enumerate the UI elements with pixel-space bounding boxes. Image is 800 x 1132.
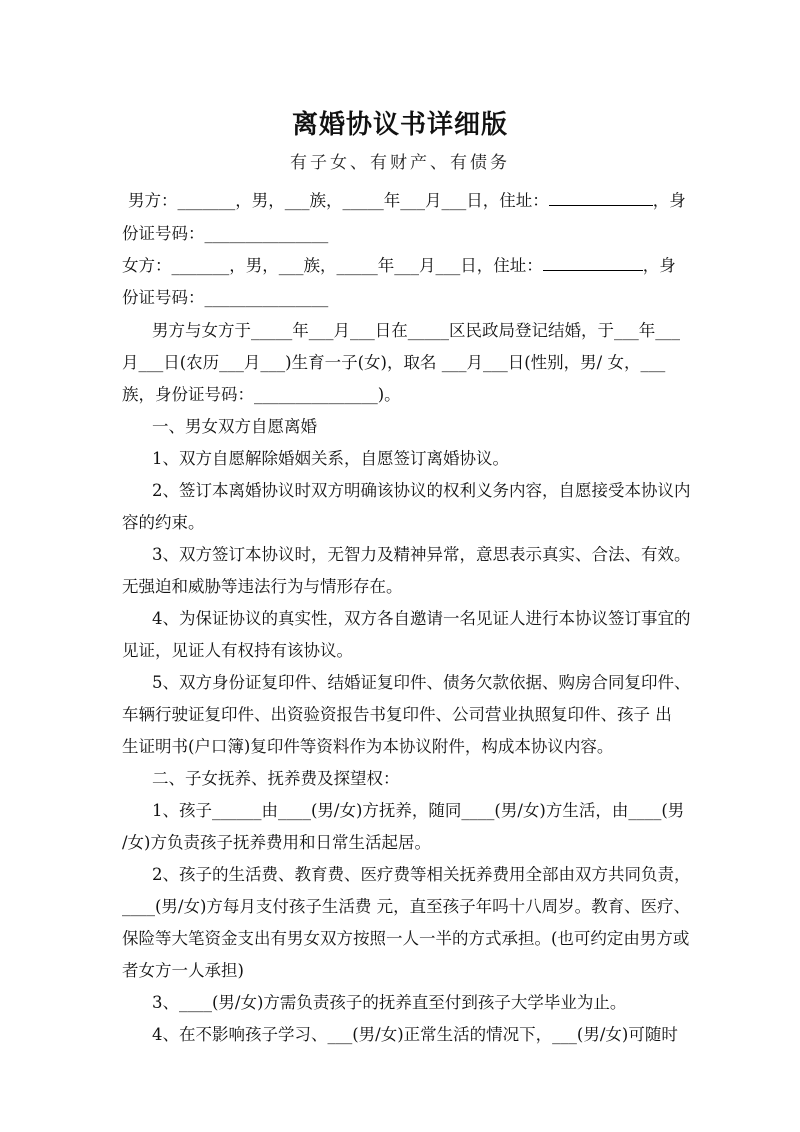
clause-2-4-line-1: 4、在不影响孩子学习、___(男/女)正常生活的情况下，___(男/女)可随时 [152, 1025, 678, 1044]
clause-1-5-line-2: 车辆行驶证复印件、出资验资报告书复印件、公司营业执照复印件、孩子 出 [122, 705, 672, 724]
section-2-heading: 二、子女抚养、抚养费及探望权： [152, 769, 400, 788]
document-subtitle: 有子女、有财产、有债务 [290, 153, 510, 173]
party-male-id: 份证号码：_______________ [122, 224, 329, 243]
clause-1-3-line-1: 3、双方签订本协议时，无智力及精神异常，意思表示真实、合法、有效。 [152, 545, 691, 564]
clause-1-2-line-2: 容的约束。 [122, 513, 205, 532]
clause-2-2-line-4: 者女方一人承担) [122, 961, 244, 980]
clause-2-2-line-2: ____(男/女)方每月支付孩子生活费 元，直至孩子年吗十八周岁。教育、医疗、 [122, 897, 691, 916]
intro-line-3: 族，身份证号码：_______________)。 [122, 385, 401, 404]
address-underline [549, 191, 653, 206]
party-male-line [128, 187, 686, 211]
clause-1-4-line-2: 见证，见证人有权持有该协议。 [122, 641, 353, 660]
clause-2-2-line-1: 2、孩子的生活费、教育费、医疗费等相关抚养费用全部由双方共同负责， [152, 865, 691, 884]
party-female-line [122, 252, 676, 276]
clause-1-2-line-1: 2、签订本离婚协议时双方明确该协议的权利义务内容，自愿接受本协议内 [152, 481, 691, 500]
clause-2-1-line-2: /女)方负责孩子抚养费用和日常生活起居。 [122, 833, 431, 852]
party-female-id: 份证号码：_______________ [122, 288, 329, 307]
address-underline [543, 256, 643, 271]
party-male-tail: ，身 [652, 191, 686, 210]
party-female-text: 女方：_______，男，___族，_____年___月___日，住址： [122, 256, 543, 275]
document-title: 离婚协议书详细版 [291, 110, 508, 140]
clause-1-4-line-1: 4、为保证协议的真实性，双方各自邀请一名见证人进行本协议签订事宜的 [152, 609, 691, 628]
section-1-heading: 一、男女双方自愿离婚 [152, 417, 317, 436]
clause-1-5-line-3: 生证明书(户口簿)复印件等资料作为本协议附件，构成本协议内容。 [122, 737, 614, 756]
clause-2-1-line-1: 1、孩子______由____(男/女)方抚养，随同____(男/女)方生活，由____(男 [152, 801, 685, 820]
clause-2-2-line-3: 保险等大笔资金支出有男女双方按照一人一半的方式承担。(也可约定由男方或 [122, 929, 690, 948]
clause-1-1: 1、双方自愿解除婚姻关系，自愿签订离婚协议。 [152, 449, 509, 468]
intro-line-2: 月___日(农历___月___)生育一子(女)，取名 ___月___日(性别，男/ 女，___ [122, 353, 666, 372]
intro-line-1: 男方与女方于_____年___月___日在_____区民政局登记结婚，于___年___ [152, 321, 680, 340]
clause-1-5-line-1: 5、双方身份证复印件、结婚证复印件、债务欠款依据、购房合同复印件、 [152, 673, 691, 692]
party-male-text: 男方：_______，男，___族，_____年___月___日，住址： [128, 191, 549, 210]
clause-2-3: 3、____(男/女)方需负责孩子的抚养直至付到孩子大学毕业为止。 [152, 993, 627, 1012]
clause-1-3-line-2: 无强迫和威胁等违法行为与情形存在。 [122, 577, 403, 596]
party-female-tail: ，身 [642, 256, 676, 275]
